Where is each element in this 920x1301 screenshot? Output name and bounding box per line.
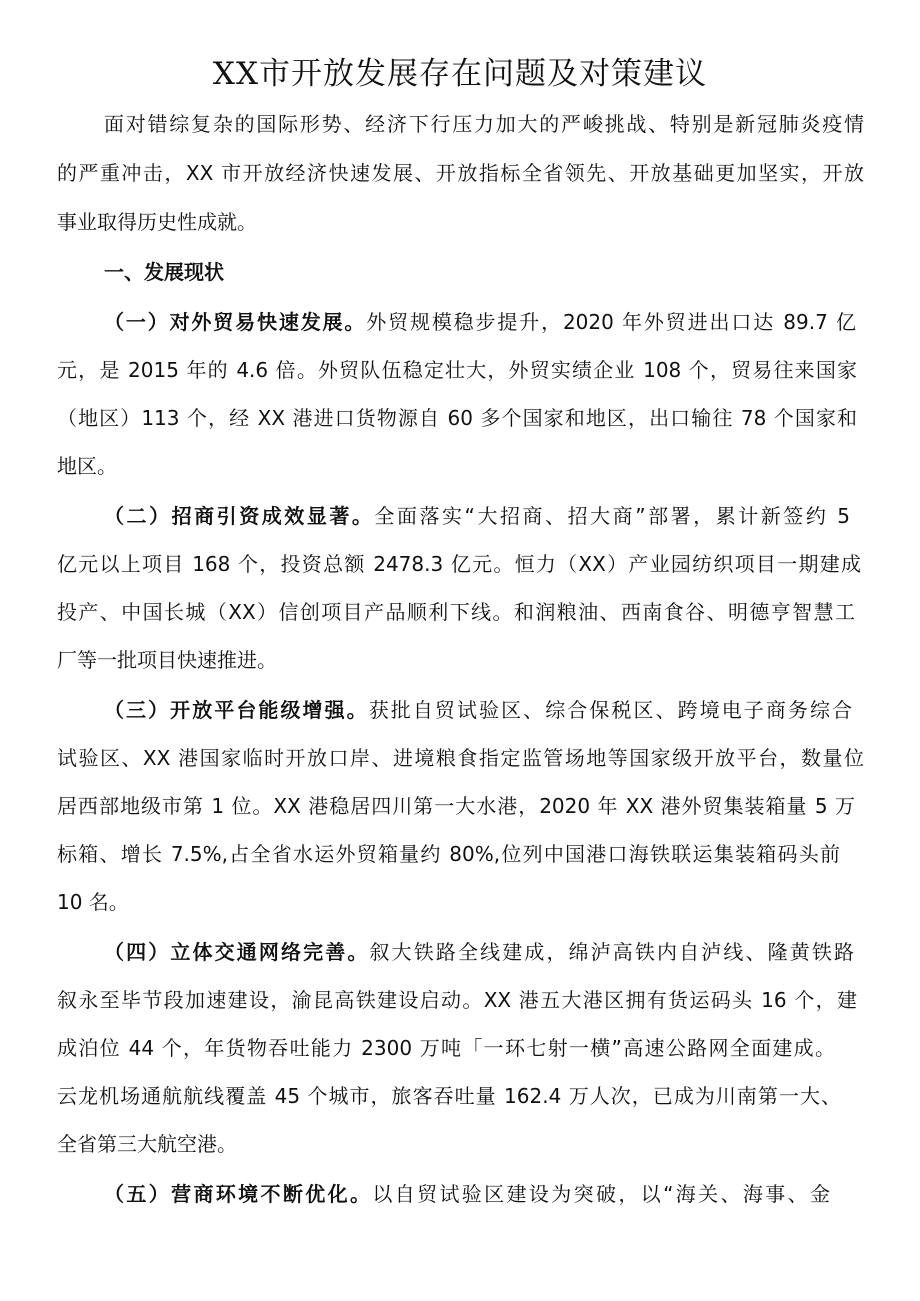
document-title: XX市开放发展存在问题及对策建议 xyxy=(212,56,708,92)
intro-line-3: 事业取得历史性成就。 xyxy=(57,210,257,234)
intro-line-1: 面对错综复杂的国际形势、经济下行压力加大的严峻挑战、特别是新冠肺炎疫情 xyxy=(104,112,864,136)
item-1-line-3: （地区）113 个，经 XX 港进口货物源自 60 多个国家和地区，出口输往 78 个国家和 xyxy=(57,406,857,430)
item-4-line-5: 全省第三大航空港。 xyxy=(57,1132,237,1156)
item-5-first-line xyxy=(104,1174,830,1214)
item-3-line-4: 标箱、增长 7.5%,占全省水运外贸箱量约 80%,位列中国港口海铁联运集装箱码头前 xyxy=(57,842,840,866)
item-3-label: （三）开放平台能级增强。 xyxy=(104,698,369,722)
item-2-line-3: 投产、中国长城（XX）信创项目产品顺利下线。和润粮油、西南食谷、明德亨智慧工 xyxy=(57,600,855,624)
item-2-label: （二）招商引资成效显著。 xyxy=(104,504,375,528)
item-3-line-5: 10 名。 xyxy=(57,890,129,914)
item-1-line-4: 地区。 xyxy=(57,454,117,478)
item-1-text: 外贸规模稳步提升，2020 年外贸进出口达 89.7 亿 xyxy=(366,310,856,334)
item-4-label: （四）立体交通网络完善。 xyxy=(104,940,370,964)
item-2-line-4: 厂等一批项目快速推进。 xyxy=(57,648,277,672)
item-2-line-2: 亿元以上项目 168 个，投资总额 2478.3 亿元。恒力（XX）产业园纺织项目一期建成 xyxy=(57,552,861,576)
item-3-text: 获批自贸试验区、综合保税区、跨境电子商务综合 xyxy=(368,698,852,722)
item-1-line-2: 元，是 2015 年的 4.6 倍。外贸队伍稳定壮大，外贸实绩企业 108 个，贸易往来国家 xyxy=(57,358,857,382)
item-4-text: 叙大铁路全线建成，绵泸高铁内自泸线、隆黄铁路 xyxy=(369,940,854,964)
section-heading: 一、发展现状 xyxy=(104,260,224,284)
item-3-first-line xyxy=(104,690,852,730)
item-5-label: （五）营商环境不断优化。 xyxy=(104,1182,373,1206)
item-2-text: 全面落实“大招商、招大商”部署，累计新签约 5 xyxy=(374,504,850,528)
intro-line-2: 的严重冲击，XX 市开放经济快速发展、开放指标全省领先、开放基础更加坚实，开放 xyxy=(57,161,864,185)
item-2-first-line xyxy=(104,496,850,536)
item-4-first-line xyxy=(104,932,854,972)
item-4-line-4: 云龙机场通航航线覆盖 45 个城市，旅客吞吐量 162.4 万人次，已成为川南第一大、 xyxy=(57,1084,841,1108)
item-3-line-3: 居西部地级市第 1 位。XX 港稳居四川第一大水港，2020 年 XX 港外贸集装箱量 5 万 xyxy=(57,794,855,818)
item-4-line-2: 叙永至毕节段加速建设，渝昆高铁建设启动。XX 港五大港区拥有货运码头 16 个，建 xyxy=(57,988,857,1012)
item-4-line-3: 成泊位 44 个，年货物吞吐能力 2300 万吨「一环七射一横”高速公路网全面建成。 xyxy=(57,1036,835,1060)
item-5-text: 以自贸试验区建设为突破，以“海关、海事、金 xyxy=(372,1182,830,1206)
item-3-line-2: 试验区、XX 港国家临时开放口岸、进境粮食指定监管场地等国家级开放平台，数量位 xyxy=(57,746,864,770)
item-1-label: （一）对外贸易快速发展。 xyxy=(104,310,367,334)
item-1-first-line xyxy=(104,302,856,342)
